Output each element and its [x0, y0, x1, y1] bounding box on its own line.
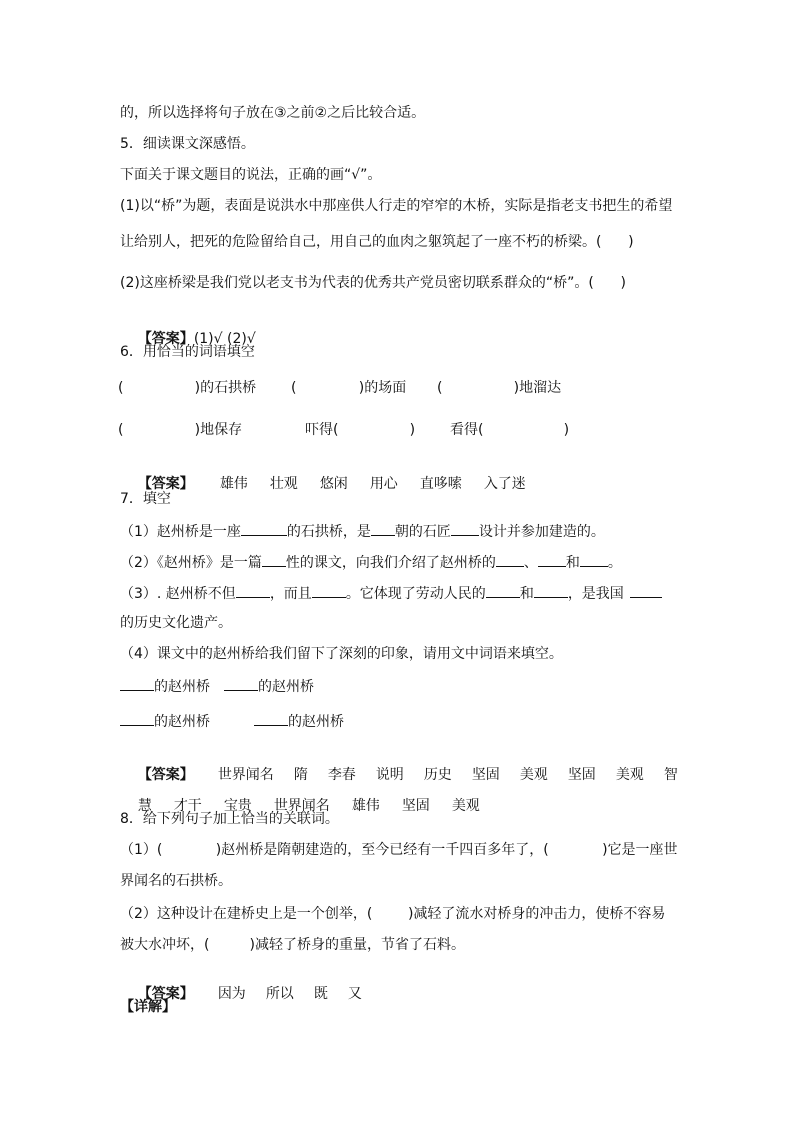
q7-p3b: 的历史文化遗产。 [120, 615, 232, 631]
q7-text: （3）. 赵州桥不但 [120, 586, 236, 602]
q7-text: 的石拱桥，是 [286, 524, 371, 540]
answer-word: 美观 [451, 798, 480, 814]
answer-word: 悠闲 [319, 476, 348, 492]
fill-blank [630, 583, 662, 598]
answer-word: 世界闻名 [217, 767, 274, 783]
answer-word: 用心 [369, 476, 398, 492]
answer-word: 历史 [423, 767, 452, 783]
q8-s1-line2: 界闻名的石拱桥。 [120, 873, 232, 889]
q6-answer [120, 457, 548, 511]
fill-blank [241, 521, 287, 536]
q8-s2-line2: 被大水冲坏，( )减轻了桥身的重量，节省了石料。 [120, 937, 465, 953]
q7-text: 和 [519, 586, 534, 602]
q7-title: 7．填空 [120, 491, 171, 507]
fill-blank [580, 552, 608, 567]
answer-word: 入了迷 [483, 476, 526, 492]
q6-row1-c: ( )地溜达 [437, 380, 562, 396]
fill-blank [236, 583, 270, 598]
answer-word: 雄伟 [219, 476, 248, 492]
fill-blank [451, 521, 479, 536]
answer-word: 才干 [173, 798, 202, 814]
q6-row2-a: ( )地保存 [118, 422, 243, 438]
fill-blank [224, 676, 258, 691]
answer-word: 坚固 [401, 798, 430, 814]
answer-label: 【答案】 [137, 476, 194, 492]
answer-word: 美观 [519, 767, 548, 783]
answer-label: 【答案】 [137, 331, 194, 347]
q6-row2-b: 吓得( ) [305, 422, 416, 438]
answer-word: 壮观 [269, 476, 298, 492]
q7-p1 [120, 521, 605, 541]
q7-p4: （4）课文中的赵州桥给我们留下了深刻的印象，请用文中词语来填空。 [120, 646, 563, 662]
answer-word: 宝贵 [223, 798, 252, 814]
answer-word: 坚固 [567, 767, 596, 783]
answer-label: 【答案】 [137, 986, 194, 1002]
q6-title: 6．用恰当的词语填空 [120, 344, 255, 360]
q7-text: 、 [523, 555, 538, 571]
detail-label: 【详解】 [120, 999, 176, 1015]
answer-word: 隋 [293, 767, 308, 783]
answer-word: 美观 [615, 767, 644, 783]
q7-fill-row2 [120, 711, 344, 731]
q5-title: 5．细读课文深感悟。 [120, 136, 255, 152]
q7-fill-suffix: 的赵州桥 [258, 679, 314, 695]
q5-item2: (2)这座桥梁是我们党以老支书为代表的优秀共产党员密切联系群众的“桥”。( ) [120, 275, 626, 291]
q7-text: （1）赵州桥是一座 [120, 524, 241, 540]
answer-word: 所以 [265, 986, 294, 1002]
intro-line: 的，所以选择将句子放在③之前②之后比较合适。 [120, 105, 426, 121]
q7-text: ，是我国 [567, 586, 624, 602]
fill-blank [262, 552, 286, 567]
q5-answer-text: (1)√ (2)√ [193, 331, 256, 347]
answer-word: 说明 [375, 767, 404, 783]
fill-blank [534, 583, 568, 598]
answer-word: 又 [347, 986, 362, 1002]
answer-word: 世界闻名 [273, 798, 330, 814]
answer-word: 李春 [327, 767, 356, 783]
q5-instruction: 下面关于课文题目的说法，正确的画“√”。 [120, 167, 382, 183]
fill-blank [496, 552, 524, 567]
q7-text: （2）《赵州桥》是一篇 [120, 555, 262, 571]
answer-word: 智 [663, 767, 678, 783]
q7-fill-suffix: 的赵州桥 [154, 679, 210, 695]
q7-fill-suffix: 的赵州桥 [288, 714, 344, 730]
answer-word: 慧 [137, 798, 152, 814]
q7-text: 设计并参加建造的。 [478, 524, 605, 540]
answer-word: 直哆嗦 [419, 476, 462, 492]
answer-word: 因为 [217, 986, 246, 1002]
q5-item1-line2: 让给别人，把死的危险留给自己，用自己的血肉之躯筑起了一座不朽的桥梁。( ) [120, 234, 634, 250]
answer-word: 雄伟 [351, 798, 380, 814]
q7-text: 性的课文，向我们介绍了赵州桥的 [285, 555, 496, 571]
q7-text: 朝的石匠 [394, 524, 451, 540]
q7-text: 和 [565, 555, 580, 571]
fill-blank [120, 676, 154, 691]
q8-s1-line1: （1）( )赵州桥是隋朝建造的，至今已经有一千四百多年了，( )它是一座世 [120, 842, 678, 858]
answer-word: 坚固 [471, 767, 500, 783]
fill-blank [486, 583, 520, 598]
q7-text: 。 [607, 555, 622, 571]
q6-row2-c: 看得( ) [450, 422, 570, 438]
answer-label: 【答案】 [137, 767, 194, 783]
q7-p3 [120, 583, 662, 603]
q7-p2 [120, 552, 622, 572]
fill-blank [254, 711, 288, 726]
fill-blank [312, 583, 346, 598]
fill-blank [538, 552, 566, 567]
answer-word: 既 [313, 986, 328, 1002]
q7-text: ，而且 [269, 586, 312, 602]
q7-fill-suffix: 的赵州桥 [154, 714, 210, 730]
q7-text: 。它体现了劳动人民的 [345, 586, 486, 602]
fill-blank [120, 711, 154, 726]
q8-title: 8．给下列句子加上恰当的关联词。 [120, 811, 339, 827]
q6-row1-a: ( )的石拱桥 [118, 380, 257, 396]
q6-row1-b: ( )的场面 [291, 380, 407, 396]
q5-item1-line1: (1)以“桥”为题，表面是说洪水中那座供人行走的窄窄的木桥，实际是指老支书把生的希望 [120, 198, 673, 214]
q8-s2-line1: （2）这种设计在建桥史上是一个创举，( )减轻了流水对桥身的冲击力，使桥不容易 [120, 906, 666, 922]
q7-fill-row1 [120, 676, 314, 696]
fill-blank [371, 521, 395, 536]
